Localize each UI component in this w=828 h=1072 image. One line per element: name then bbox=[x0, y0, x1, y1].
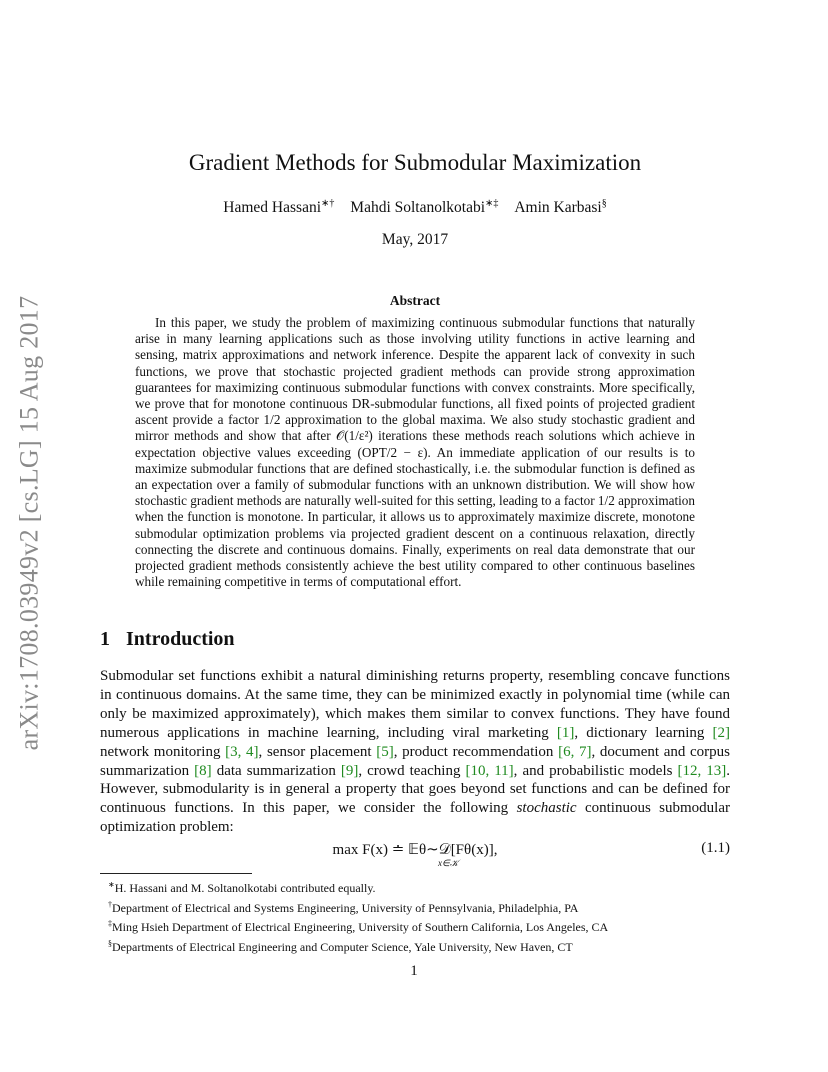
footnote-mark: § bbox=[108, 938, 112, 948]
author-name: Hamed Hassani bbox=[223, 199, 322, 217]
citation-link[interactable]: [12, 13] bbox=[677, 762, 727, 779]
citation-link[interactable]: [3, 4] bbox=[225, 743, 259, 760]
footnote bbox=[108, 936, 728, 956]
footnote-rule bbox=[100, 873, 252, 874]
section-heading bbox=[100, 628, 235, 651]
intro-text: , dictionary learning bbox=[574, 724, 713, 741]
equation-body: max F(x) ≐ 𝔼θ∼𝒟[Fθ(x)], bbox=[332, 842, 498, 858]
intro-text: , product recommendation bbox=[393, 743, 559, 760]
intro-text: . However, submodularity is in general a property that goes beyond set functions and can be defined for continuous functions. In this paper, we consider the following bbox=[100, 762, 730, 817]
author-name: Amin Karbasi bbox=[514, 199, 602, 217]
author-mark: § bbox=[601, 198, 607, 209]
intro-text: , crowd teaching bbox=[358, 762, 466, 779]
footnote-text: Department of Electrical and Systems Engineering, University of Pennsylvania, Philadelphia, PA bbox=[112, 900, 579, 915]
citation-link[interactable]: [6, 7] bbox=[558, 743, 592, 760]
citation-link[interactable]: [10, 11] bbox=[465, 762, 514, 779]
intro-text: continuous submodular optimization problem: bbox=[100, 800, 731, 836]
intro-text: , sensor placement bbox=[258, 743, 377, 760]
equation-number: (1.1) bbox=[701, 840, 730, 856]
arxiv-identifier bbox=[12, 288, 46, 758]
equation-1-1 bbox=[100, 838, 730, 870]
page-number: 1 bbox=[410, 963, 418, 979]
intro-emphasis: stochastic bbox=[516, 800, 577, 817]
author bbox=[223, 199, 334, 216]
citation-link[interactable]: [8] bbox=[194, 762, 212, 779]
section-number: 1 bbox=[100, 628, 110, 650]
author-name: Mahdi Soltanolkotabi bbox=[350, 199, 486, 217]
author bbox=[514, 199, 606, 216]
citation-link[interactable]: [9] bbox=[340, 762, 359, 779]
section-title: Introduction bbox=[126, 628, 235, 650]
intro-paragraph bbox=[100, 667, 730, 837]
intro-text: Submodular set functions exhibit a natural diminishing returns property, resembling concave functions in continuous domains. At the same time, they can be minimized exactly in polynomial time (while can only be maximized approximately), which makes them similar to convex functions. They have found numerous applications in machine learning, including viral marketing bbox=[100, 668, 730, 741]
footnote-mark: † bbox=[108, 899, 112, 909]
intro-text: data summarization bbox=[211, 762, 341, 779]
footnote-mark: ‡ bbox=[108, 919, 112, 929]
author-list bbox=[100, 198, 730, 217]
footnote bbox=[108, 897, 728, 917]
citation-link[interactable]: [5] bbox=[376, 743, 394, 760]
footnote bbox=[108, 916, 728, 936]
citation-link[interactable]: [2] bbox=[712, 724, 730, 741]
intro-text: network monitoring bbox=[100, 743, 226, 760]
intro-text: , document and corpus summarization bbox=[100, 743, 730, 779]
footnote-mark: ∗ bbox=[108, 880, 115, 889]
abstract-heading: Abstract bbox=[389, 293, 441, 308]
citation-link[interactable]: [1] bbox=[556, 724, 575, 741]
intro-text: , and probabilistic models bbox=[513, 762, 678, 779]
paper-title: Gradient Methods for Submodular Maximization bbox=[188, 150, 642, 175]
footnote-text: Departments of Electrical Engineering and Computer Science, Yale University, New Haven, CT bbox=[112, 939, 573, 954]
author bbox=[350, 199, 498, 216]
footnote-text: Ming Hsieh Department of Electrical Engineering, University of Southern California, Los Angeles, CA bbox=[112, 920, 609, 935]
paper-date: May, 2017 bbox=[381, 231, 449, 248]
arxiv-identifier-text: arXiv:1708.03949v2 [cs.LG] 15 Aug 2017 bbox=[14, 295, 44, 751]
author-mark: ∗† bbox=[321, 198, 335, 209]
footnotes bbox=[108, 877, 728, 955]
abstract-text: In this paper, we study the problem of maximizing continuous submodular functions that naturally arise in many learning applications such as those involving utility functions in active learning and sensing, matrix approximations and network inference. Despite the apparent lack of convexity in such functions, we prove that stochastic projected gradient methods can provide strong approximation guarantees for maximizing continuous submodular functions with convex constraints. More specifically, we prove that for monotone continuous DR-submodular functions, all fixed points of projected gradient ascent provide a factor 1/2 approximation to the global maxima. We also study stochastic gradient and mirror methods and show that after 𝒪(1/ε²) iterations these methods reach solutions which achieve in expectation objective values exceeding (OPT/2 − ε). An immediate application of our results is to maximize submodular functions that are defined stochastically, i.e. the submodular function is defined as an expectation over a family of submodular functions with an unknown distribution. We will show how stochastic gradient methods are naturally well-suited for this setting, leading to a factor 1/2 approximation when the function is monotone. In particular, it allows us to approximately maximize discrete, monotone submodular optimization problems via projected gradient descent on a continuous relaxation, directly connecting the discrete and continuous domains. Finally, experiments on real data demonstrate that our projected gradient methods consistently achieve the best utility compared to other continuous baselines while remaining competitive in terms of computational effort. bbox=[135, 315, 695, 590]
footnote-text: H. Hassani and M. Soltanolkotabi contributed equally. bbox=[114, 881, 376, 895]
footnote bbox=[108, 877, 728, 897]
equation-subscript: x∈𝒦 bbox=[438, 858, 459, 868]
author-mark: ∗‡ bbox=[485, 198, 499, 209]
